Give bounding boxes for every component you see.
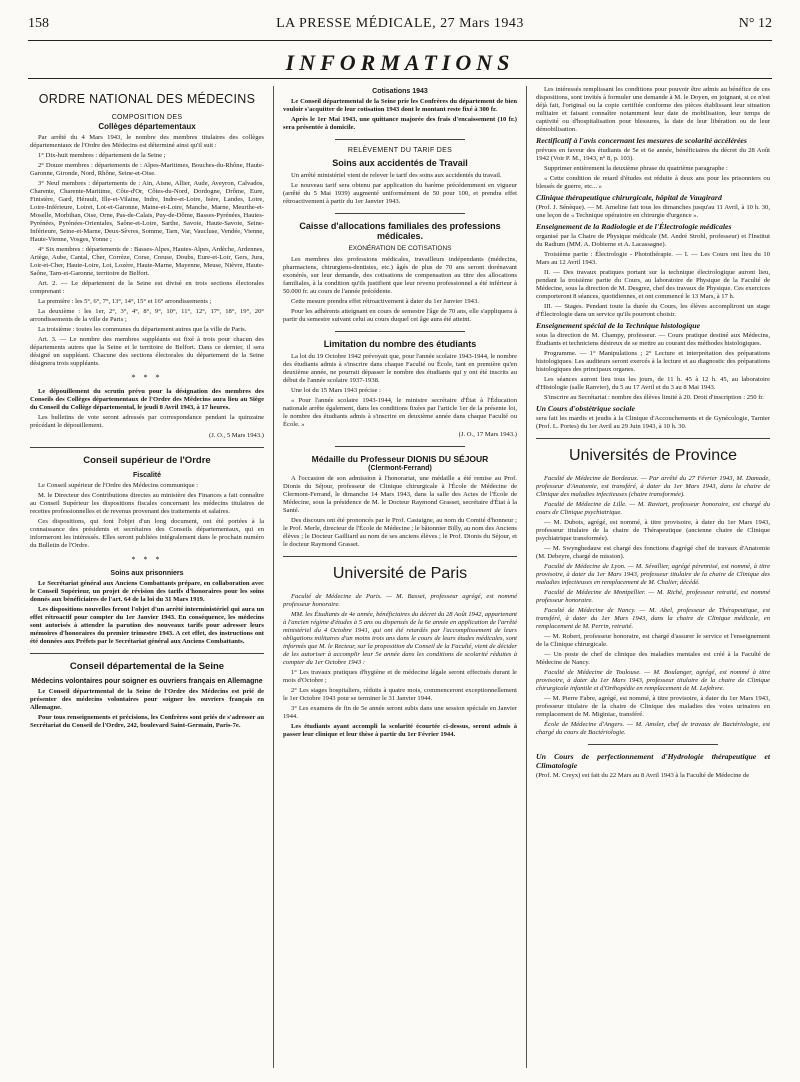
paragraph: 4° Six membres : départements de : Basses-Alpes, Hautes-Alpes, Ardèche, Ardennes, Ariège, Aube, Cantal, Cher, Corrèze, Corse, Creuse, Doubs, Eure-et-Loir, Gers, Jura, Loir-et-Cher, Haute-Loire, Lot, Lozère, Haute-Marne, Mayenne, Meuse, Nièvre, Haute-Saône, Tarn-et-Garonne, territoire de Belfort. xyxy=(30,246,264,277)
paragraph: sous la direction de M. Champy, professeur. — Cours pratique destiné aux Médecins, Étudiants et techniciens désireux de se mettre au courant des méthodes histologiques. xyxy=(536,332,770,347)
accidents-title: Soins aux accidentés de Travail xyxy=(332,158,468,168)
paragraph: S'inscrire au Secrétariat : nombre des élèves limité à 20. Droit d'inscription : 250 fr. xyxy=(544,394,764,401)
header-rule-bottom xyxy=(28,78,772,79)
separator-stars: * * * xyxy=(131,555,163,564)
paragraph: Art. 2. — Le département de la Seine est divisé en trois sections électorales comprenant : xyxy=(30,280,264,295)
paragraph: Le dépouillement du scrutin prévu pour la désignation des membres des Conseils des Collèges départementaux de l'Ordre des Médecins aura lieu au Siège du Conseil du Collège départemental, le jeudi 8 Avril 1943, à 17 heures. xyxy=(30,388,264,411)
paragraph: — M. Pierre Fabre, agrégé, est nommé, à titre provisoire, à dater du 1er Mars 1943, professeur titulaire de la chaire de Clinique des maladies des voies urinaires en remplacement de M. Miginiac, transféré. xyxy=(536,695,770,718)
source-citation: (J. O., 17 Mars 1943.) xyxy=(458,431,517,438)
section-rule xyxy=(588,744,718,745)
paragraph: Après le 1er Mai 1943, une quittance majorée des frais d'encaissement (10 fr.) sera présentée à domicile. xyxy=(283,116,517,131)
section-rule xyxy=(335,213,465,214)
paragraph: — M. Dubois, agrégé, est nommé, à titre provisoire, à dater du 1er Mars 1943, professeur titulaire de la chaire de Thérapeutique (ancienne chaire de Clinique psychiatrique transformée). xyxy=(536,519,770,542)
column-2 xyxy=(283,86,517,1076)
source-citation: (J. O., 5 Mars 1943.) xyxy=(209,432,264,439)
paragraph: Supprimer entièrement la deuxième phrase du quatrième paragraphe : xyxy=(544,165,728,172)
colleges-title: Collèges départementaux xyxy=(98,122,196,131)
prisonniers-title: Soins aux prisonniers xyxy=(110,570,184,577)
paragraph: 2° Les stages hospitaliers, réduits à quatre mois, commenceront exceptionnellement le 1er Octobre 1943 pour se terminer le 31 Janvier 1944. xyxy=(283,687,517,702)
paragraph: Une loi du 15 Mars 1943 précise : xyxy=(291,387,381,394)
paragraph: Le Secrétariat général aux Anciens Combattants prépare, en collaboration avec le Conseil Supérieur, un projet de révision des tarifs d'honoraires pour les soins donnés aux bénéficiaires de l'art. 64 de la loi du 31 Mars 1919. xyxy=(30,580,264,603)
paragraph: (Prof. J. Sénèque). — M. Ameline fait tous les dimanches jusqu'au 11 Avril, à 10 h. 30, une leçon de « Technique opératoire en chirurgie d'urgence ». xyxy=(536,204,770,219)
colleges-body xyxy=(30,134,264,368)
paragraph: Pour les adhérents atteignant en cours de semestre l'âge de 70 ans, elle s'appliquera à partir du semestre suivant celui au cours duquel cet âge aura été atteint. xyxy=(283,308,517,323)
caisse-title: Caisse d'allocations familiales des professions médicales. xyxy=(299,221,501,241)
section-rule xyxy=(335,331,465,332)
journal-title: LA PRESSE MÉDICALE, 27 Mars 1943 xyxy=(276,16,524,31)
paragraph: Les bulletins de vote seront adressés par correspondance pendant la quinzaine précédant le dépouillement. xyxy=(30,414,264,429)
section-banner: INFORMATIONS xyxy=(285,50,515,75)
medaille-title: Médaille du Professeur DIONIS DU SÉJOUR xyxy=(311,454,489,464)
paragraph: « Pour l'année scolaire 1943-1944, le ministre secrétaire d'État à l'Éducation nationale arrête également, dans les conditions fixées par l'article 1er de la présente loi, le nombre des étudiants admis à s'inscrire en deuxième année dans chaque Faculté ou École. » xyxy=(283,397,517,428)
paragraph: 1° Dix-huit membres : département de la Seine ; xyxy=(38,152,166,159)
paragraph: 3° Les examens de fin de 5e année seront subis dans une session spéciale en Janvier 1944. xyxy=(283,705,517,720)
paragraph: Les séances auront lieu tous les jours, de 11 h. 45 à 12 h. 45, au laboratoire d'Histologie (salle Ranvier), du 5 au 17 Avril et du 3 au 8 Mai 1943. xyxy=(536,376,770,391)
section-rule xyxy=(30,447,264,448)
paragraph: Faculté de Médecine de Paris. — M. Basset, professeur agrégé, est nommé professeur honoraire. xyxy=(283,593,517,608)
paragraph: M. le Directeur des Contributions directes au ministère des Finances a fait connaître au Conseil Supérieur les dispositions fiscales concernant les médecins titulaires de recettes professionnelles et de revenus provenant des traitements et salaires. xyxy=(30,492,264,515)
universite-paris-title: Université de Paris xyxy=(332,565,468,582)
section-rule xyxy=(30,653,264,654)
paragraph: III. — Stages. Pendant toute la durée du Cours, les élèves accompliront un stage d'Électrologie dans un service qu'ils pourront choisir. xyxy=(536,303,770,318)
volontaires-title: Médecins volontaires pour soigner es ouvriers français en Allemagne xyxy=(31,678,263,685)
section-rule xyxy=(536,438,770,439)
paragraph: Pour tous renseignements et précisions, les Confrères sont priés de s'adresser au Secrétariat du Conseil de l'Ordre, 242, boulevard Saint-Germain, Paris-7e. xyxy=(30,714,264,729)
vaugirard-title: Clinique thérapeutique chirurgicale, hôpital de Vaugirard xyxy=(536,193,722,202)
rectificatif-title: Rectificatif à l'avis concernant les mesures de scolarité accélérées xyxy=(536,136,747,145)
seine-title: Conseil départemental de la Seine xyxy=(69,661,225,672)
cotisations-title: Cotisations 1943 xyxy=(372,88,428,95)
section-rule xyxy=(283,556,517,557)
paragraph: 2° Douze membres : départements de : Alpes-Maritimes, Bouches-du-Rhône, Haute-Garonne, Gironde, Nord, Rhône, Seine-et-Oise. xyxy=(30,162,264,177)
paragraph: Faculté de Médecine de Montpellier. — M. Riché, professeur retraité, est nommé professeur honoraire. xyxy=(536,589,770,604)
radiologie-title: Enseignement de la Radiologie et de l'Électrologie médicales xyxy=(536,222,732,231)
paragraph: « Cette condition de retard d'études est réduite à deux ans pour les prisonniers ou blessés de guerre, etc... » xyxy=(536,175,770,190)
paragraph: Le Conseil départemental de la Seine prie les Confrères du département de bien vouloir s'acquitter de leur cotisation 1943 dont le montant reste fixé à 300 fr. xyxy=(283,98,517,113)
page-header xyxy=(28,14,772,36)
column-3 xyxy=(536,86,770,1076)
paragraph: Faculté de Médecine de Bordeaux. — Par arrêté du 27 Février 1943, M. Damade, professeur d'Anatomie, est transféré, à dater du 1er Mars 1943, dans la chaire de Clinique des maladies infectieuses (chaire transformée). xyxy=(536,475,770,498)
paragraph: Des discours ont été prononcés par le Prof. Castaigne, au nom du Comité d'honneur ; le Prof. Merle, directeur de l'École de Médecine ; le bâtonnier Billy, au nom des Anciens élèves ; le Docteur Gailliard au nom de ses anciens élèves ; le Prof. Dionis du Séjour, et le docteur Raymond Grasset. xyxy=(283,517,517,548)
page-number: 158 xyxy=(28,16,49,31)
paragraph: Faculté de Médecine de Lyon. — M. Sévallier, agrégé pérennisé, est nommé, à titre provisoire, à dater du 1er Mars 1943, professeur titulaire de la chaire de Clinique des maladies infectieuses en remplacement de M. Chalier, décédé. xyxy=(536,563,770,586)
universites-province-title: Universités de Province xyxy=(568,447,738,464)
paragraph: Le nouveau tarif sera obtenu par application du barème précédemment en vigueur (arrêté du 5 Mai 1939) augmenté uniformément de 50 pour 100, et prendra effet rétroactivement à partir du 1er Janvier 1943. xyxy=(283,182,517,205)
paragraph: Art. 3. — Le nombre des membres suppléants est fixé à trois pour chacun des départements autres que la Seine et le territoire de Belfort. Dans ce dernier, il sera désigné un suppléant. Chacune des sections électorales du département de la Seine désignera trois suppléants. xyxy=(30,336,264,367)
paragraph: Faculté de Médecine de Toulouse. — M. Boulanger, agrégé, est nommé à titre provisoire, à dater du 1er Mars 1943, professeur titulaire de la chaire de Clinique chirurgicale infantile et d'Orthopédie en remplacement de M. Lefebvre. xyxy=(536,669,770,692)
paragraph: La première : les 5°, 6°, 7°, 13°, 14°, 15° et 16° arrondissements ; xyxy=(38,298,212,305)
paragraph: La deuxième : les 1er, 2°, 3°, 4°, 8°, 9°, 10°, 11°, 12°, 17°, 18°, 19°, 20° arrondissements de la ville de Paris ; xyxy=(30,308,264,323)
paragraph: Ces dispositions, qui font l'objet d'un long document, ont été portées à la connaissance des présidents et secrétaires des Conseils départementaux, qui en informeront les intéressés. Elles seront publiées intégralement dans le prochain numéro du Bulletin de l'Ordre. xyxy=(30,518,264,549)
section-rule xyxy=(335,446,465,447)
paragraph: Le Conseil départemental de la Seine de l'Ordre des Médecins est prié de présenter des médecins volontaires pour soigner les ouvriers français en Allemagne. xyxy=(30,688,264,711)
paragraph: A l'occasion de son admission à l'honorariat, une médaille a été remise au Prof. Dionis du Séjour, professeur de Clinique chirurgicale à l'École de Médecine de Clermont-Ferrand, le dimanche 14 Mars 1943, dans la salle des Actes de l'École de Médecine, sous la présidence de M. le Docteur Raymond Grasset, secrétaire d'État à la Santé. xyxy=(283,475,517,514)
paragraph: — M. Swynghedauw est chargé des fonctions d'agrégé chef de travaux d'Anatomie (M. Debeyre, chargé de mission). xyxy=(536,545,770,560)
paragraph: Cette mesure prendra effet rétroactivement à dater du 1er Janvier 1943. xyxy=(291,298,479,305)
limitation-title: Limitation du nombre des étudiants xyxy=(323,339,477,349)
histologie-title: Enseignement spécial de la Technique histologique xyxy=(536,321,701,330)
paragraph: Programme. — 1° Manipulations ; 2° Lecture et interprétation des préparations histologiques. Les auditeurs seront exercés à la lecture et au diagnostic des préparations histologiques des principaux organes. xyxy=(536,350,770,373)
paragraph: MM. les Étudiants de 4e année, bénéficiaires du décret du 28 Août 1942, appartenant à l'ancien régime d'études à 5 ans ou dispensés de la 6e année en application de l'arrêté ministériel du 4 Octobre 1941, qui ont été retardés par l'accomplissement de leurs obligations militaires d'un moins trois ans dans le cours de leurs études médicales, sont informés que M. le Recteur, sur la proposition du Conseil de la Faculté, vient de décider de les autoriser à accomplir leur 5e année dans les conditions de scolarité réduites à compter du 1er Octobre 1943 : xyxy=(283,611,517,666)
fiscalite-title: Fiscalité xyxy=(132,472,161,479)
paragraph: Les intéressés remplissant les conditions pour pouvoir être admis au bénéfice de ces dispositions, sont invités à formuler une demande à M. le Doyen, en joignant, si ce n'est déjà fait, l'original ou la copie certifiée conforme des pièces établissant leur situation militaire et faisant connaître notamment leur date de mobilisation, leur temps de captivité ou d'hospitalisation pour blessures, la date de leur libération ou de leur démobilisation. xyxy=(536,86,770,133)
paragraph: Les dispositions nouvelles feront l'objet d'un arrêté interministériel qui aura un effet rétroactif pour compter du 1er Janvier 1943. En conséquence, les médecins sont autorisés à attendre la parution des nouveaux tarifs pour adresser leurs mémoires d'honoraires du premier trimestre 1943. A cet effet, des instructions ont été données aux Préfets par le Secrétariat général aux Anciens Combattants. xyxy=(30,606,264,645)
paragraph: Faculté de Médecine de Lille. — M. Raviart, professeur honoraire, est chargé du cours de Clinique psychiatrique. xyxy=(536,501,770,516)
paragraph: Le Conseil supérieur de l'Ordre des Médecins communique : xyxy=(38,482,199,489)
paragraph: La troisième : toutes les communes du département autres que la ville de Paris. xyxy=(38,326,247,333)
paragraph: Troisième partie : Électrologie - Photothérapie. — I. — Les Cours ont lieu du 10 Mars au 12 Avril 1943. xyxy=(536,251,770,266)
composition-subtitle: COMPOSITION DES xyxy=(111,114,183,121)
paragraph: Par arrêté du 4 Mars 1943, le nombre des membres titulaires des collèges départementaux de l'Ordre des Médecins est déterminé ainsi qu'il suit : xyxy=(30,134,264,149)
paragraph: Les étudiants ayant accompli la scolarité écourtée ci-dessus, seront admis à passer leur clinique et leur thèse à partir du 1er Février 1944. xyxy=(283,723,517,738)
paragraph: II. — Des travaux pratiques portant sur la technique électrologique auront lieu, pendant la troisième partie du Cours, au laboratoire de Physique de la Faculté de Médecine, sous la direction de M. Desgrez, chef des travaux de Physique. Ces exercices comporteront 8 séances, quotidiennes, et ont commencé le 13 Mars, à 17 h. xyxy=(536,269,770,300)
paragraph: Les membres des professions médicales, travailleurs indépendants (médecins, pharmaciens, chirurgiens-dentistes, etc.) âgés de plus de 70 ans seront dorénavant exonérés, sur leur demande, des cotisations de compensation au titre des allocations familiales, à la condition qu'ils justifient que leur revenu professionnel a été inférieur à 50.000 fr. au cours de l'année précédente. xyxy=(283,256,517,295)
column-divider xyxy=(273,86,274,1068)
column-divider xyxy=(526,86,527,1068)
paragraph: La loi du 19 Octobre 1942 prévoyait que, pour l'année scolaire 1943-1944, le nombre des étudiants admis à s'inscrire dans chaque Faculté ou École, tant en première qu'en deuxième année, ne pourrait dépasser le nombre des étudiants qui y ont été inscrits au début de l'année scolaire 1937-1938. xyxy=(283,353,517,384)
paragraph: organisé par la Chaire de Physique médicale (M. André Strohl, professeur) et l'Institut du Radium (MM. A. Dobierne et A. Lacassagne). xyxy=(536,233,770,248)
hydrologie-title: Un Cours de perfectionnement d'Hydrologie thérapeutique et Climatologie xyxy=(536,752,770,770)
paragraph: 3° Neuf membres : départements de : Ain, Aisne, Allier, Aude, Aveyron, Calvados, Charente, Charente-Maritime, Côte-d'Or, Côtes-du-Nord, Dordogne, Drôme, Eure, Finistère, Gard, Hérault, Ille-et-Vilaine, Indre, Indre-et-Loire, Isère, Landes, Loire, Loire-Inférieure, Loiret, Lot-et-Garonne, Maine-et-Loire, Manche, Marne, Meurthe-et-Moselle, Morbihan, Oise, Orne, Pas-de-Calais, Puy-de-Dôme, Basses-Pyrénées, Hautes-Pyrénées, Pyrénées-Orientales, Saône-et-Loire, Sarthe, Savoie, Haute-Savoie, Seine-Inférieure, Seine-et-Marne, Deux-Sèvres, Somme, Tarn, Var, Vaucluse, Vendée, Vienne, Haute-Vienne, Vosges, Yonne ; xyxy=(30,180,264,243)
separator-stars: * * * xyxy=(131,373,163,382)
header-rule-top xyxy=(28,40,772,41)
ordre-heading: ORDRE NATIONAL DES MÉDECINS xyxy=(38,92,256,106)
medaille-subtitle: (Clermont-Ferrand) xyxy=(368,465,432,472)
column-1 xyxy=(30,86,264,1076)
exoneration-subtitle: EXONÉRATION DE COTISATIONS xyxy=(348,245,452,252)
paragraph: Un arrêté ministériel vient de relever le tarif des soins aux accidentés du travail. xyxy=(291,172,502,179)
section-rule xyxy=(335,139,465,140)
paragraph: — M. Robert, professeur honoraire, est chargé d'assurer le service et l'enseignement de la Clinique chirurgicale. xyxy=(536,633,770,648)
paragraph: 1° Les travaux pratiques d'hygiène et de médecine légale seront effectués durant le mois d'Octobre ; xyxy=(283,669,517,684)
conseil-superieur-title: Conseil supérieur de l'Ordre xyxy=(83,455,211,466)
paragraph: Faculté de Médecine de Nancy. — M. Abel, professeur de Thérapeutique, est transféré, à dater du 1er Mars 1943, dans la chaire de Clinique médicale, en remplacement de M. Perrin, retraité. xyxy=(536,607,770,630)
paragraph: (Prof. M. Creyx) est fait du 22 Mars au 8 Avril 1943 à la Faculté de Médecine de xyxy=(536,772,750,779)
paragraph: — Un poste de chef de clinique des maladies mentales est créé à la Faculté de Médecine de Nancy. xyxy=(536,651,770,666)
issue-number: N° 12 xyxy=(738,16,772,31)
paragraph: prévues en faveur des étudiants de 5e et 6e année, bénéficiaires du décret du 28 Août 1942 (Voir P. M., 1943, n° 8, p. 103). xyxy=(536,147,770,162)
obstetrique-title: Un Cours d'obstétrique sociale xyxy=(536,404,635,413)
paragraph: École de Médecine d'Angers. — M. Amsler, chef de travaux de Bactériologie, est chargé du cours de Bactériologie. xyxy=(536,721,770,736)
releve-subtitle: RELÈVEMENT DU TARIF DES xyxy=(347,147,453,154)
paragraph: sera fait les mardis et jeudis à la Clinique d'Accouchements et de Gynécologie, Tarnier (Prof. L. Portes) du 1er Avril au 29 Juin 1943, à 10 h. 30. xyxy=(536,415,770,430)
